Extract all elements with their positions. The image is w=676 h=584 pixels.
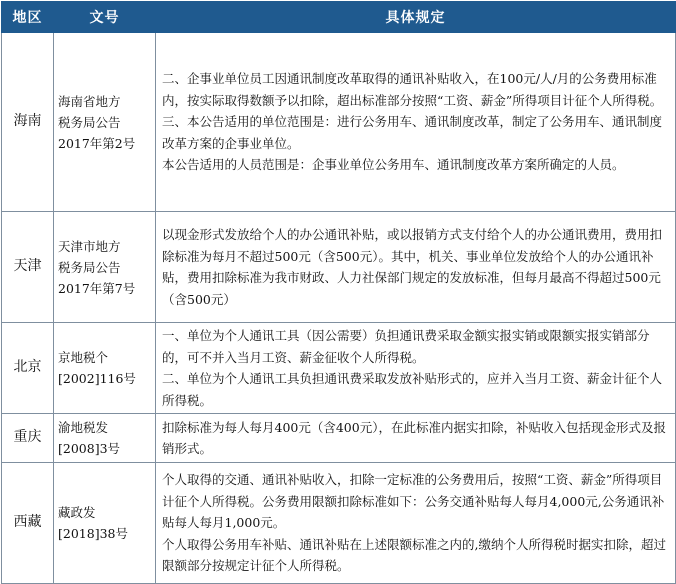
region-cell: 重庆	[2, 414, 54, 463]
doc-number-line: 2017年第7号	[58, 280, 136, 296]
doc-number-line: 2017年第2号	[58, 135, 136, 151]
doc-number-cell	[54, 33, 156, 212]
header-region: 地区	[2, 2, 54, 33]
detail-paragraph: 二、企事业单位员工因通讯制度改革取得的通讯补贴收入，在100元/人/月的公务费用标准内，按实际取得数额予以扣除，超出标准部分按照“工资、薪金”所得项目计征个人所得税。	[162, 71, 663, 108]
region-cell: 海南	[2, 33, 54, 212]
detail-paragraph: 扣除标准为每人每月400元（含400元），在此标准内据实扣除，补贴收入包括现金形式及报销形式。	[162, 419, 666, 456]
detail-paragraph: 本公告适用的人员范围是：企事业单位公务用车、通讯制度改革方案所确定的人员。	[162, 157, 625, 173]
detail-cell	[156, 414, 676, 463]
detail-paragraph: 一、单位为个人通讯工具（因公需要）负担通讯费采取金额实报实销或限额实报实销部分的，可不并入当月工资、薪金征收个人所得税。	[162, 328, 650, 365]
doc-number-line: 海南省地方	[58, 93, 121, 109]
doc-number-line: 税务局公告	[58, 114, 121, 130]
table-row	[2, 323, 676, 414]
detail-paragraph: 以现金形式发放给个人的办公通讯补贴，或以报销方式支付给个人的办公通讯费用，费用扣除标准为每月不超过500元（含500元）。其中，机关、事业单位发放给个人的办公通讯补贴，费用扣除标准为我市财政、人力社保部门规定的发放标准，但每月最高不得超过500元（含500元）	[162, 227, 663, 307]
header-doc-number: 文号	[54, 2, 156, 33]
region-cell: 天津	[2, 212, 54, 323]
doc-number-cell	[54, 414, 156, 463]
detail-cell	[156, 212, 676, 323]
region-cell: 北京	[2, 323, 54, 414]
doc-number-line: 渝地税发	[58, 420, 109, 435]
doc-number-cell	[54, 212, 156, 323]
table-row	[2, 414, 676, 463]
detail-paragraph: 二、单位为个人通讯工具负担通讯费采取发放补贴形式的，应并入当月工资、薪金计征个人所得税。	[162, 371, 663, 408]
doc-number-cell	[54, 463, 156, 584]
table-row	[2, 33, 676, 212]
doc-number-cell	[54, 323, 156, 414]
regulations-table	[1, 1, 676, 584]
doc-number-line: 天津市地方	[58, 238, 121, 254]
table-row	[2, 463, 676, 584]
doc-number-line: 藏政发	[58, 505, 96, 520]
header-row	[2, 2, 676, 33]
detail-cell	[156, 33, 676, 212]
doc-number-line: [2008]3号	[58, 441, 121, 456]
detail-paragraph: 个人取得的交通、通讯补贴收入，扣除一定标准的公务费用后，按照“工资、薪金”所得项目计征个人所得税。公务费用限额扣除标准如下：公务交通补贴每人每月4,000元,公务通讯补贴每人每月1,000元。	[162, 472, 665, 531]
table-row	[2, 212, 676, 323]
detail-cell	[156, 323, 676, 414]
detail-paragraph: 三、本公告适用的单位范围是：进行公务用车、通讯制度改革，制定了公务用车、通讯制度改革方案的企事业单位。	[162, 114, 663, 151]
doc-number-line: 京地税个	[58, 350, 109, 365]
detail-cell	[156, 463, 676, 584]
doc-number-line: [2018]38号	[58, 526, 128, 541]
doc-number-line: 税务局公告	[58, 259, 121, 275]
detail-paragraph: 个人取得公务用车补贴、通讯补贴在上述限额标准之内的,缴纳个人所得税时据实扣除，超过限额部分按规定计征个人所得税。	[162, 536, 666, 574]
header-detail: 具体规定	[156, 2, 676, 33]
doc-number-line: [2002]116号	[58, 371, 136, 386]
region-cell: 西藏	[2, 463, 54, 584]
